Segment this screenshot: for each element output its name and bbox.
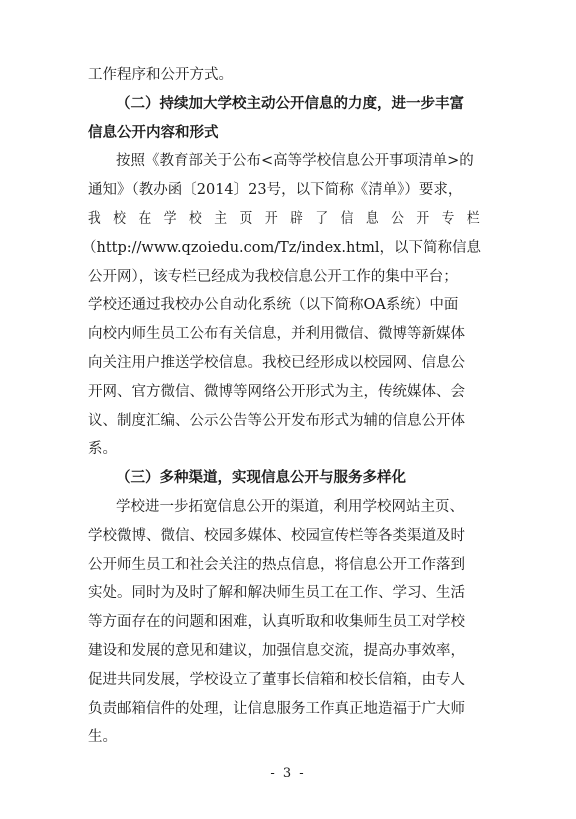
line-text: 学校还通过我校办公自动化系统（以下简称OA系统）中面 <box>88 297 459 314</box>
line-text: 建设和发展的意见和建议，加强信息交流，提高办事效率， <box>88 643 465 659</box>
text-line <box>0 434 576 464</box>
section-heading-3: （三）多种渠道，实现信息公开与服务多样化 <box>116 469 406 487</box>
section-heading-line <box>0 463 576 493</box>
text-line <box>0 262 576 292</box>
line-text: 促进共同发展，学校设立了董事长信箱和校长信箱，由专人 <box>88 671 465 688</box>
line-text: 向关注用户推送学校信息。我校已经形成以校园网、信息公 <box>88 355 465 371</box>
line-text: 学校微博、微信、校园多媒体、校园宣传栏等各类渠道及时 <box>88 527 465 544</box>
line-text: 学校进一步拓宽信息公开的渠道，利用学校网站主页、 <box>116 499 464 515</box>
line-text: 工作程序和公开方式。 <box>88 67 233 83</box>
url-line-text: （http://www.qzoiedu.com/Tz/index.html，以下简称信息 <box>82 239 482 256</box>
text-line <box>0 694 576 724</box>
text-line <box>0 722 576 752</box>
section-heading-line <box>0 118 576 148</box>
line-text: 向校内师生员工公布有关信息，并利用微信、微博等新媒体 <box>88 326 465 343</box>
page-number: - 3 - <box>270 766 306 781</box>
text-line <box>0 492 576 522</box>
line-text: 公开师生员工和社会关注的热点信息，将信息公开工作落到 <box>88 556 465 573</box>
section-heading-2-part-1: （二）持续加大学校主动公开信息的力度，进一步丰富 <box>116 94 464 112</box>
line-text: 生。 <box>88 729 117 746</box>
text-line <box>0 636 576 666</box>
text-line <box>0 146 576 176</box>
section-heading-line <box>0 89 576 119</box>
line-text: 等方面存在的问题和困难，认真听取和收集师生员工对学校 <box>88 614 465 631</box>
text-line <box>0 175 576 205</box>
text-line <box>0 406 576 436</box>
text-line <box>0 348 576 378</box>
line-text: 议、制度汇编、公示公告等公开发布形式为辅的信息公开体 <box>88 412 465 429</box>
text-line <box>0 60 576 90</box>
text-line <box>0 607 576 637</box>
text-line <box>0 521 576 551</box>
section-heading-2-part-2: 信息公开内容和形式 <box>88 123 219 141</box>
line-text: 公开网），该专栏已经成为我校信息公开工作的集中平台； <box>88 268 458 285</box>
line-text: 实处。同时为及时了解和解决师生员工在工作、学习、生活 <box>88 585 465 602</box>
line-text: 我校在学校主页开辟了信息公开专栏 <box>88 211 493 227</box>
text-line <box>0 204 576 234</box>
text-line <box>0 233 576 263</box>
line-text: 开网、官方微信、微博等网络公开形式为主，传统媒体、会 <box>88 383 465 400</box>
text-line <box>0 319 576 349</box>
line-text: 负责邮箱信件的处理，让信息服务工作真正地造福于广大师 <box>88 700 465 717</box>
text-line <box>0 290 576 320</box>
line-text: 按照《教育部关于公布<高等学校信息公开事项清单>的 <box>116 153 474 170</box>
text-line <box>0 550 576 580</box>
text-line <box>0 377 576 407</box>
text-line <box>0 665 576 695</box>
line-text: 通知》（教办函〔2014〕23号，以下简称《清单》）要求， <box>88 182 463 199</box>
text-line <box>0 578 576 608</box>
line-text: 系。 <box>88 441 117 458</box>
